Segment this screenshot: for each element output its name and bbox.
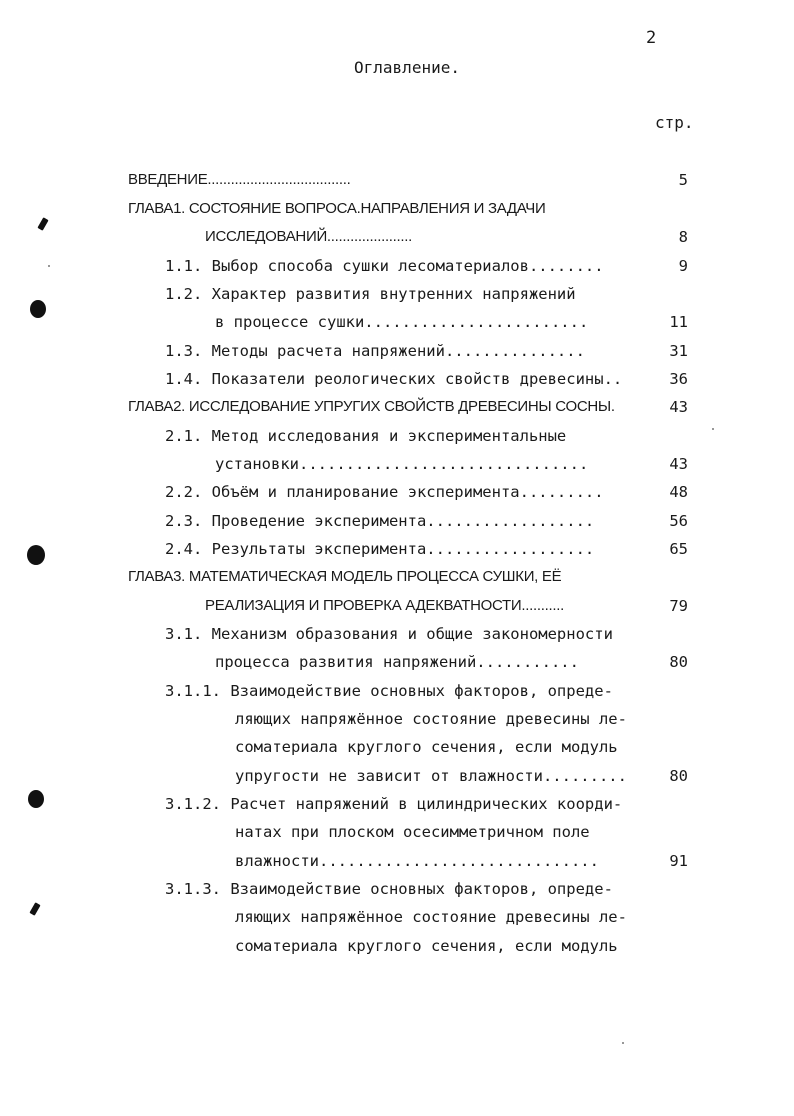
toc-entry: 1.4. Показатели реологических свойств древесины.. (165, 370, 623, 388)
toc-page-number: 80 (669, 767, 688, 785)
toc-page-number: 43 (669, 398, 688, 416)
scan-speck (48, 265, 50, 267)
toc-entry: влажности.............................. (235, 852, 599, 870)
toc-entry: 2.1. Метод исследования и экспериментальные (165, 427, 567, 445)
toc-page-number: 8 (678, 228, 688, 246)
toc-page-number: 5 (678, 171, 688, 189)
toc-entry: натах при плоском осесимметричном поле (235, 823, 590, 841)
scan-speck (712, 428, 714, 430)
toc-entry: соматериала круглого сечения, если модуль (235, 738, 618, 756)
toc-entry: ГЛАВА3. МАТЕМАТИЧЕСКАЯ МОДЕЛЬ ПРОЦЕССА СУШКИ, ЕЁ (128, 568, 562, 585)
scan-speck (622, 1042, 624, 1044)
toc-entry: ИССЛЕДОВАНИЙ...................... (205, 228, 413, 245)
toc-page-number: 43 (669, 455, 688, 473)
toc-entry: 1.3. Методы расчета напряжений............... (165, 342, 585, 360)
page-column-label: стр. (655, 113, 694, 132)
toc-page-number: 31 (669, 342, 688, 360)
toc-entry: 2.3. Проведение эксперимента.................. (165, 512, 595, 530)
toc-entry: 1.2. Характер развития внутренних напряжений (165, 285, 576, 303)
toc-entry: установки............................... (215, 455, 589, 473)
toc-page-number: 79 (669, 597, 688, 615)
toc-entry: ляющих напряжённое состояние древесины ле- (235, 908, 627, 926)
toc-entry: 1.1. Выбор способа сушки лесоматериалов........ (165, 257, 604, 275)
toc-entry: в процессе сушки........................ (215, 313, 589, 331)
toc-entry: ВВЕДЕНИЕ..................................... (128, 171, 351, 188)
binder-mark (37, 217, 48, 230)
toc-entry: РЕАЛИЗАЦИЯ И ПРОВЕРКА АДЕКВАТНОСТИ........... (205, 597, 564, 614)
binder-mark (30, 300, 46, 318)
page-number: 2 (646, 28, 657, 48)
binder-mark (28, 790, 44, 808)
binder-mark (29, 902, 40, 915)
toc-entry: процесса развития напряжений........... (215, 653, 579, 671)
toc-entry: соматериала круглого сечения, если модуль (235, 937, 618, 955)
toc-entry: 3.1. Механизм образования и общие закономерности (165, 625, 613, 643)
toc-page-number: 65 (669, 540, 688, 558)
toc-entry: 2.2. Объём и планирование эксперимента......... (165, 483, 604, 501)
toc-entry: 3.1.1. Взаимодействие основных факторов, опреде- (165, 682, 613, 700)
toc-page-number: 48 (669, 483, 688, 501)
toc-entry: ГЛАВА1. СОСТОЯНИЕ ВОПРОСА.НАПРАВЛЕНИЯ И ЗАДАЧИ (128, 200, 546, 217)
toc-page-number: 56 (669, 512, 688, 530)
binder-mark (27, 545, 45, 565)
toc-entry: ляющих напряжённое состояние древесины ле- (235, 710, 627, 728)
toc-page-number: 11 (669, 313, 688, 331)
toc-entry: упругости не зависит от влажности......... (235, 767, 627, 785)
toc-entry: 2.4. Результаты эксперимента.................. (165, 540, 595, 558)
toc-page-number: 9 (678, 257, 688, 275)
toc-page-number: 80 (669, 653, 688, 671)
toc-entry: 3.1.3. Взаимодействие основных факторов, опреде- (165, 880, 613, 898)
toc-entry: ГЛАВА2. ИССЛЕДОВАНИЕ УПРУГИХ СВОЙСТВ ДРЕВЕСИНЫ СОСНЫ. (128, 398, 615, 415)
toc-page-number: 91 (669, 852, 688, 870)
toc-page-number: 36 (669, 370, 688, 388)
toc-entry: 3.1.2. Расчет напряжений в цилиндрических коорди- (165, 795, 623, 813)
page-title: Оглавление. (354, 58, 460, 77)
